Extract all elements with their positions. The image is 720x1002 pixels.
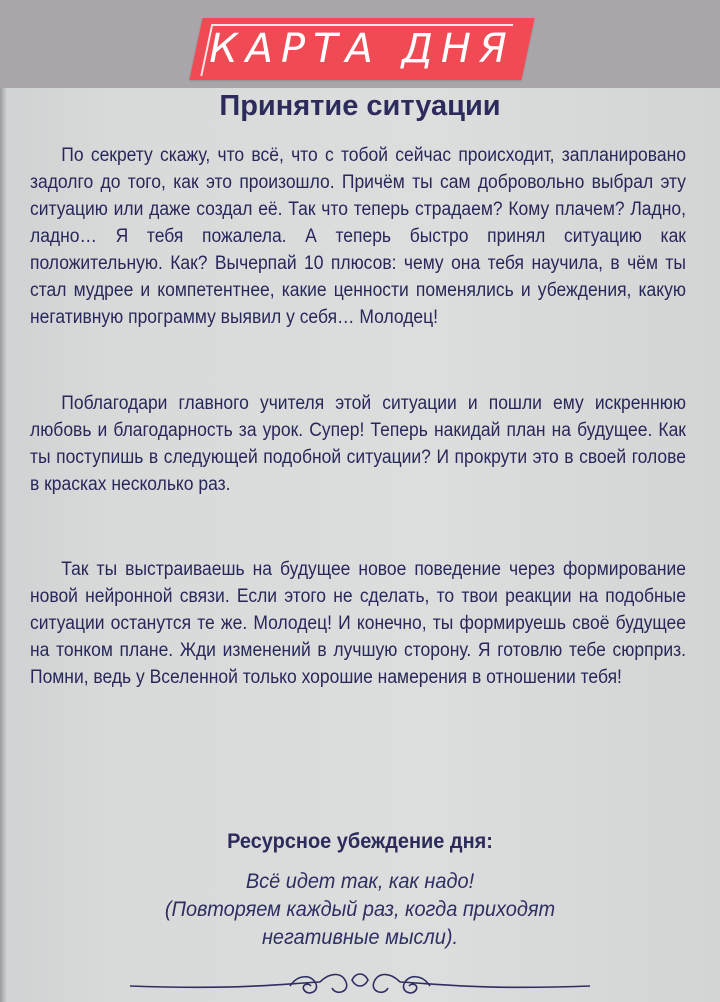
page-title: Принятие ситуации bbox=[219, 90, 501, 122]
paragraph-3: Так ты выстраиваешь на будущее новое поведение через формирование новой нейронной связи. Если этого не сделать, то твои реакции на подобные ситуации останутся те же. Молодец! И конечно, ты формируешь своё будущее на тонком плане. Жди изменений в лучшую сторону. Я готовлю тебе сюрприз. Помни, ведь у Вселенной только хорошие намерения в отношении тебя! bbox=[30, 559, 686, 688]
affirmation bbox=[113, 868, 607, 952]
affirmation-line-3: негативные мысли). bbox=[261, 926, 459, 949]
page-edge bbox=[0, 88, 6, 1002]
flourish-divider-icon bbox=[120, 966, 600, 998]
header-label: КАРТА ДНЯ bbox=[209, 26, 515, 72]
affirmation-line-1: Всё идет так, как надо! bbox=[245, 870, 475, 893]
resource-heading: Ресурсное убеждение дня: bbox=[227, 830, 493, 853]
affirmation-line-2: (Повторяем каждый раз, когда приходят bbox=[164, 898, 556, 921]
paragraph-1: По секрету скажу, что всё, что с тобой сейчас происходит, запланировано задолго до того, как это произошло. Причём ты сам добровольно выбрал эту ситуацию или даже создал её. Так что теперь страдаем? Кому плачем? Ладно, ладно… Я тебя пожалела. А теперь быстро принял ситуацию как положительную. Как? Вычерпай 10 плюсов: чему она тебя научила, в чём ты стал мудрее и компетентнее, какие ценности поменялись и убеждения, какую негативную программу выявил у себя… Молодец! bbox=[30, 145, 686, 328]
paragraph-2: Поблагодари главного учителя этой ситуации и пошли ему искреннюю любовь и благодарность за урок. Супер! Теперь накидай план на будущее. Как ты поступишь в следующей подобной ситуации? И прокрути это в своей голове в красках несколько раз. bbox=[30, 393, 686, 495]
